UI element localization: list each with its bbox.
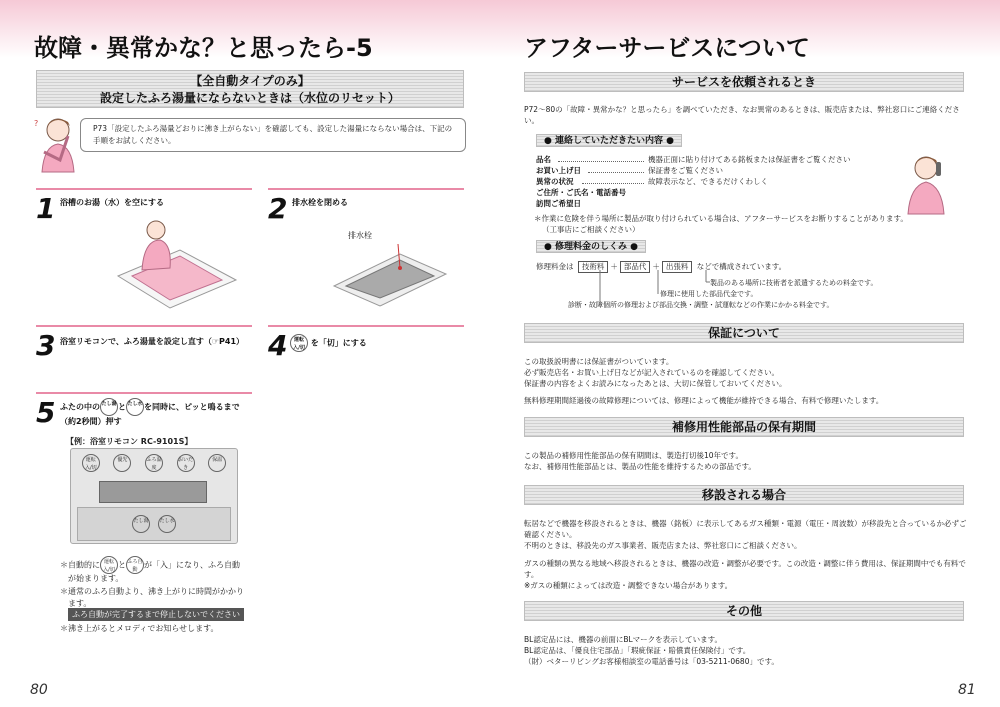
remote-button-priority[interactable]: 優先	[113, 454, 131, 472]
step1-line	[36, 188, 252, 190]
other-line-1: BL認定品には、機器の前面にBLマークを表示しています。	[524, 635, 723, 644]
danger-note-2: （工事店にご相談ください）	[542, 225, 640, 234]
warranty-line-2: 必ず販売店名・お買い上げ日などが記入されているのを確認してください。	[524, 368, 779, 377]
step2-text: 排水栓を閉める	[292, 198, 348, 207]
remote-caption: 【例：浴室リモコン RC-9101S】	[66, 437, 193, 446]
hmm-mark: ?	[34, 119, 39, 128]
move2-line-1: ガスの種類の異なる地域へ移設されるときは、機器の改造・調整が必要です。この改造・調整に伴う費用は、保証期間中でも有料です。	[524, 559, 966, 579]
bath-auto-icon: ふろ自動	[126, 556, 144, 574]
fee-note-parts: 修理に使用した部品代金です。	[660, 290, 758, 298]
contact-key-status: 異常の状況	[536, 177, 574, 186]
step1-number: 1	[36, 192, 56, 225]
section-parts-period: 補修用性能部品の保有期間	[524, 417, 964, 437]
fee-note-travel: 製品のある場所に技術者を派遣するための料金です。	[710, 279, 878, 287]
power-button-icon: 運転入/切	[290, 334, 308, 352]
remote-button-row	[71, 449, 237, 472]
danger-note: ＊作業に危険を伴う場所に製品が取り付けられている場合は、アフターサービスをお断りすることがあります。	[534, 214, 908, 223]
contact-val-product: 機器正面に貼り付けてある銘板または保証書をご覧ください	[648, 155, 851, 164]
drain-plug-label: 排水栓	[348, 231, 372, 240]
note1-post: が「入」になり、ふろ自動	[144, 560, 240, 570]
other-line-3: （財）ベターリビングお客様相談室の電話番号は「03-5211-0680」です。	[524, 657, 779, 666]
step4-number: 4	[268, 329, 288, 362]
page-number: 81	[958, 682, 976, 698]
other-line-2: BL認定品は、「優良住宅部品」「瑕疵保証・賠償責任保険付」です。	[524, 646, 751, 655]
warranty-line-3: 保証書の内容をよくお読みになったあとは、大切に保管しておいてください。	[524, 379, 787, 388]
move-line-2: 不明のときは、移設先のガス事業者、販売店または、弊社窓口にご相談ください。	[524, 541, 802, 550]
contact-val-date: 保証書をご覧ください	[648, 166, 723, 175]
step5-text-a: ふたの中の	[60, 402, 100, 412]
note-2: ＊通常のふろ自動より、沸き上がりに時間がかかり	[60, 587, 244, 596]
phone-icon	[936, 162, 941, 176]
fee-post: などで構成されています。	[696, 262, 787, 271]
dots	[558, 161, 644, 162]
contact-key-product: 品名	[536, 155, 551, 164]
step3-line	[36, 325, 252, 327]
remote-button-add-hot[interactable]: たし湯	[132, 515, 150, 533]
fee-note-technical: 診断・故障個所の修理および部品交換・調整・試運転などの作業にかかる料金です。	[568, 301, 834, 309]
fee-heading: ● 修理料金のしくみ ●	[536, 240, 646, 253]
step4-line	[268, 325, 464, 327]
note1-mid: と	[118, 560, 126, 570]
parts-line-1: この製品の補修用性能部品の保有期間は、製造打切後10年です。	[524, 451, 743, 460]
section-service-request: サービスを依頼されるとき	[524, 72, 964, 92]
remote-control	[70, 448, 238, 544]
intro-text: P72～80の「故障・異常かな？と思ったら」を調べていただき、なお異常のあるときは、販売店または、弊社窓口にご連絡ください。	[524, 105, 960, 125]
note-2-cont: ます。	[68, 599, 92, 608]
add-water-icon: たし水	[126, 398, 144, 416]
speech-bubble: P73「設定したふろ湯量どおりに沸き上がらない」を確認しても、設定した湯量にならない場合は、下記の手順をお試しください。	[80, 118, 466, 152]
page-title: 故障・異常かな？と思ったら-5	[34, 34, 373, 62]
contact-key-visit: 訪問ご希望日	[536, 199, 581, 208]
remote-button-bath-temp[interactable]: ふろ温度	[145, 454, 163, 472]
banner-line1: 【全自動タイプのみ】	[190, 74, 310, 88]
remote-button-power[interactable]: 運転入/切	[82, 454, 100, 472]
fee-pre: 修理料金は	[536, 262, 574, 271]
step4-label: を「切」にする	[310, 338, 367, 348]
step5-text	[60, 398, 256, 428]
contact-key-date: お買い上げ日	[536, 166, 581, 175]
dots	[588, 172, 644, 173]
contact-val-status: 故障表示など、できるだけくわしく	[648, 177, 768, 186]
step5-text-b: と	[118, 402, 126, 412]
fee-parts-box: 部品代	[620, 261, 651, 273]
move-line-1: 転居などで機器を移設されるときは、機器（銘板）に表示してあるガス種類・電源（電圧・周波数）が移設先と合っているか必ずご確認ください。	[524, 519, 967, 539]
note-3: ＊沸き上がるとメロディでお知らせします。	[60, 624, 219, 633]
banner-line2: 設定したふろ湯量にならないときは（水位のリセット）	[100, 91, 400, 105]
step5-line	[36, 392, 252, 394]
warranty-line-1: この取扱説明書には保証書がついています。	[524, 357, 674, 366]
page-title: アフターサービスについて	[524, 34, 810, 62]
contact-key-address: ご住所・ご氏名・電話番号	[536, 188, 626, 197]
step5-number: 5	[36, 396, 56, 429]
section-other: その他	[524, 601, 964, 621]
step1-text: 浴槽のお湯（水）を空にする	[60, 198, 164, 207]
parts-line-2: なお、補修用性能部品とは、製品の性能を維持するための部品です。	[524, 462, 756, 471]
note-1-cont: が始まります。	[68, 574, 124, 583]
section-relocation: 移設される場合	[524, 485, 964, 505]
fee-travel-box: 出張料	[662, 261, 693, 273]
step5-text-c: を同時に、ピッと鳴るまで	[144, 402, 240, 412]
dots	[582, 183, 644, 184]
plus: ＋	[610, 262, 618, 271]
note1-pre: ＊自動的に	[60, 560, 100, 570]
bathtub-drain-illustration	[330, 240, 450, 310]
plus: ＋	[652, 262, 660, 271]
step2-number: 2	[268, 192, 288, 225]
step3-text: 浴室リモコンで、ふろ湯量を設定し直す（☞P41）	[60, 337, 245, 346]
bathtub-empty-illustration	[110, 210, 240, 310]
remote-button-keep-warm[interactable]: 保温	[208, 454, 226, 472]
step3-number: 3	[36, 329, 56, 362]
step4-text	[290, 334, 367, 352]
step5-text-d: （約2秒間）押す	[60, 417, 122, 426]
add-hot-water-icon: たし湯	[100, 398, 118, 416]
contact-heading: ● 連絡していただきたい内容 ●	[536, 134, 682, 147]
section-banner	[36, 70, 464, 108]
step2-line	[268, 188, 464, 190]
page-number: 80	[30, 682, 48, 698]
move2-line-2: ※ガスの種類によっては改造・調整できない場合があります。	[524, 581, 733, 590]
remote-display	[99, 481, 207, 503]
highlight-warning: ふろ自動が完了するまで停止しないでください	[68, 608, 244, 621]
remote-button-reheat[interactable]: おいだき	[177, 454, 195, 472]
section-warranty: 保証について	[524, 323, 964, 343]
remote-button-add-water[interactable]: たし水	[158, 515, 176, 533]
warranty-paid: 無料修理期間経過後の故障修理については、修理によって機能が維持できる場合、有料で修理いたします。	[524, 396, 884, 405]
remote-lid	[77, 507, 231, 541]
page-81	[500, 0, 1000, 707]
phone-woman-illustration	[900, 150, 956, 216]
power-icon: 運転入/切	[100, 556, 118, 574]
fee-technical-box: 技術料	[578, 261, 609, 273]
